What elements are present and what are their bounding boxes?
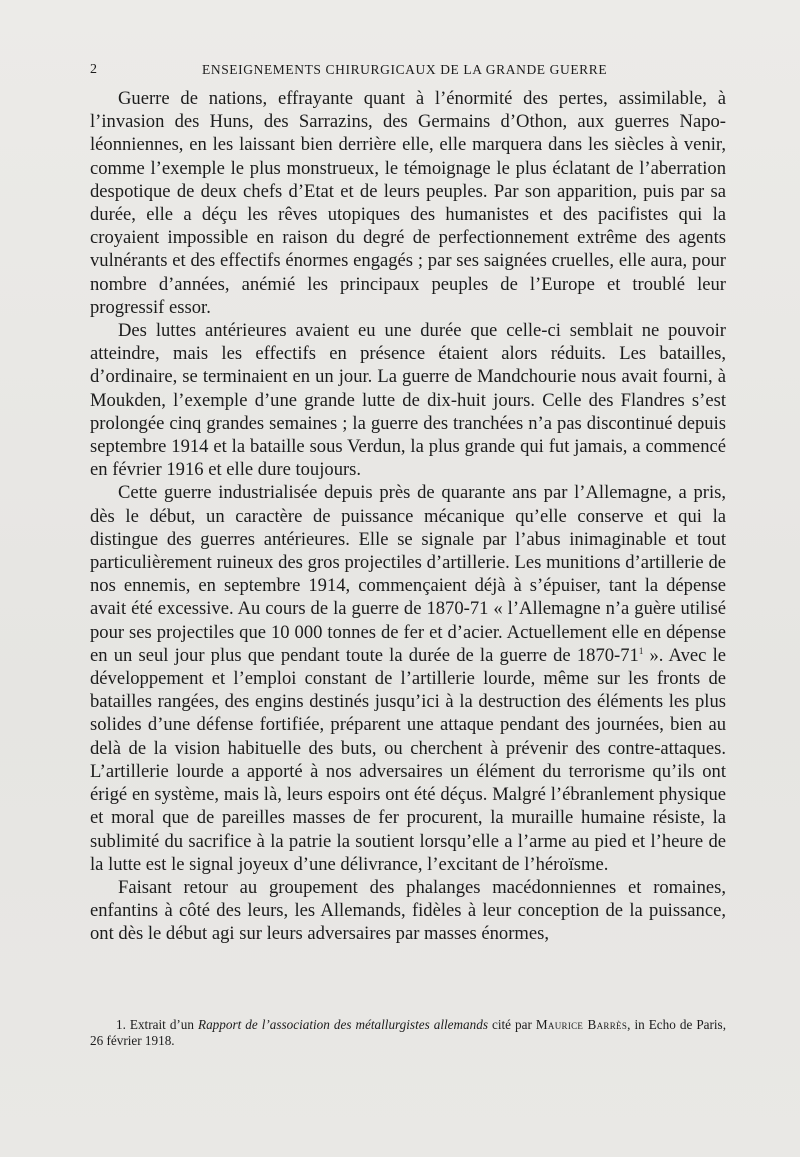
footnote <box>90 1017 726 1049</box>
footnote-reference[interactable]: 1 <box>638 645 644 656</box>
footnote-tail: , in Echo de Paris, 26 février 1918. <box>90 1017 726 1048</box>
footnote-mid: cité par <box>487 1017 536 1032</box>
running-head <box>90 62 710 82</box>
paragraph-3-part-a: Cette guerre industrialisée depuis près de quarante ans par l’Allemagne, a pris, dès le début, un caractère de puissance mécanique qu’elle conserve et qui la distingue des guerres antérieures. Elle se signale par l’abus inimaginable et tout particulièrement ruineux des gros projectiles d’artillerie. Les munitions d’artillerie de nos ennemis, en septembre 1914, commençaient déjà à s’épuiser, tant la dépense avait été excessive. Au cours de la guerre de 1870-71 « l’Allemagne n’a guère utilisé pour ses projectiles que 10 000 tonnes de fer et d’acier. Actuellement elle en dépense en un seul jour plus que pendant toute la durée de la guerre de 1870-71 <box>90 482 726 666</box>
footnote-source-title: Rapport de l’association des métallurgistes allemands <box>198 1017 488 1032</box>
paragraph-1: Guerre de nations, effrayante quant à l’énormité des pertes, assimilable, à l’invasion des Huns, des Sarrazins, des Germains d’Othon, aux guerres Napoléonniennes, en les laissant bien derrière elle, elle marquera dans les siècles à venir, comme l’exemple le plus monstrueux, le témoignage le plus éclatant de l’aberration despotique de deux chefs d’Etat et de leurs peuples. Par son apparition, puis par sa durée, elle a déçu les rêves utopiques des humanistes et des pacifistes qui la croyaient impossible en raison du degré de perfectionnement extrême des agents vulnérants et des effectifs énormes engagés ; par ses saignées cruelles, elle aura, pour nombre d’années, anémié les principaux peuples de l’Europe et troublé leur progressif essor. <box>90 88 726 318</box>
paragraph-2: Des luttes antérieures avaient eu une durée que celle-ci semblait ne pouvoir atteindre, mais les effectifs en présence étaient alors réduits. Les batailles, d’ordinaire, se terminaient en un jour. La guerre de Mandchourie nous avait fourni, à Moukden, l’exemple d’une grande lutte de dix-huit jours. Celle des Flandres s’est prolongée cinq grandes semaines ; la guerre des tranchées n’a pas discontinué depuis septembre 1914 et la bataille sous Verdun, la plus grande qui fut jamais, a commencé en février 1916 et elle dure toujours. <box>90 320 726 481</box>
paragraph-3-part-b: ». Avec le développement et l’emploi constant de l’artillerie lourde, même sur les fronts de batailles rangées, des engins destinés jusqu’ici à la destruction des éléments les plus solides d’une défense fortifiée, préparent une attaque pendant des journées, bien au delà de la vision habituelle des buts, ou cherchent à prévenir des contre-attaques. L’artillerie lourde a apporté à nos adversaires un élément du terrorisme qu’ils ont érigé en système, mais là, leurs espoirs ont été déçus. Malgré l’ébranlement physique et moral que de pareilles masses de fer procurent, la muraille humaine résiste, la sublimité du sacrifice à la patrie la soutient lorsqu’elle a l’arme au pied et l’heure de la lutte est le signal joyeux d’une délivrance, l’excitant de l’héroïsme. <box>90 644 726 875</box>
footnote-lead: Extrait d’un <box>125 1017 199 1032</box>
footnote-marker: 1. <box>116 1017 126 1032</box>
paragraph-4: Faisant retour au groupement des phalanges macédonniennes et romaines, enfantins à côté des leurs, les Allemands, fidèles à leur conception de la puissance, ont dès le début agi sur leurs adversaires par masses énormes, <box>90 876 726 945</box>
running-head-title: ENSEIGNEMENTS CHIRURGICAUX DE LA GRANDE GUERRE <box>202 62 608 77</box>
paragraph-3 <box>90 481 726 875</box>
footnote-author: Maurice Barrès <box>535 1017 628 1032</box>
page-number: 2 <box>90 62 98 77</box>
body-text <box>90 87 726 946</box>
